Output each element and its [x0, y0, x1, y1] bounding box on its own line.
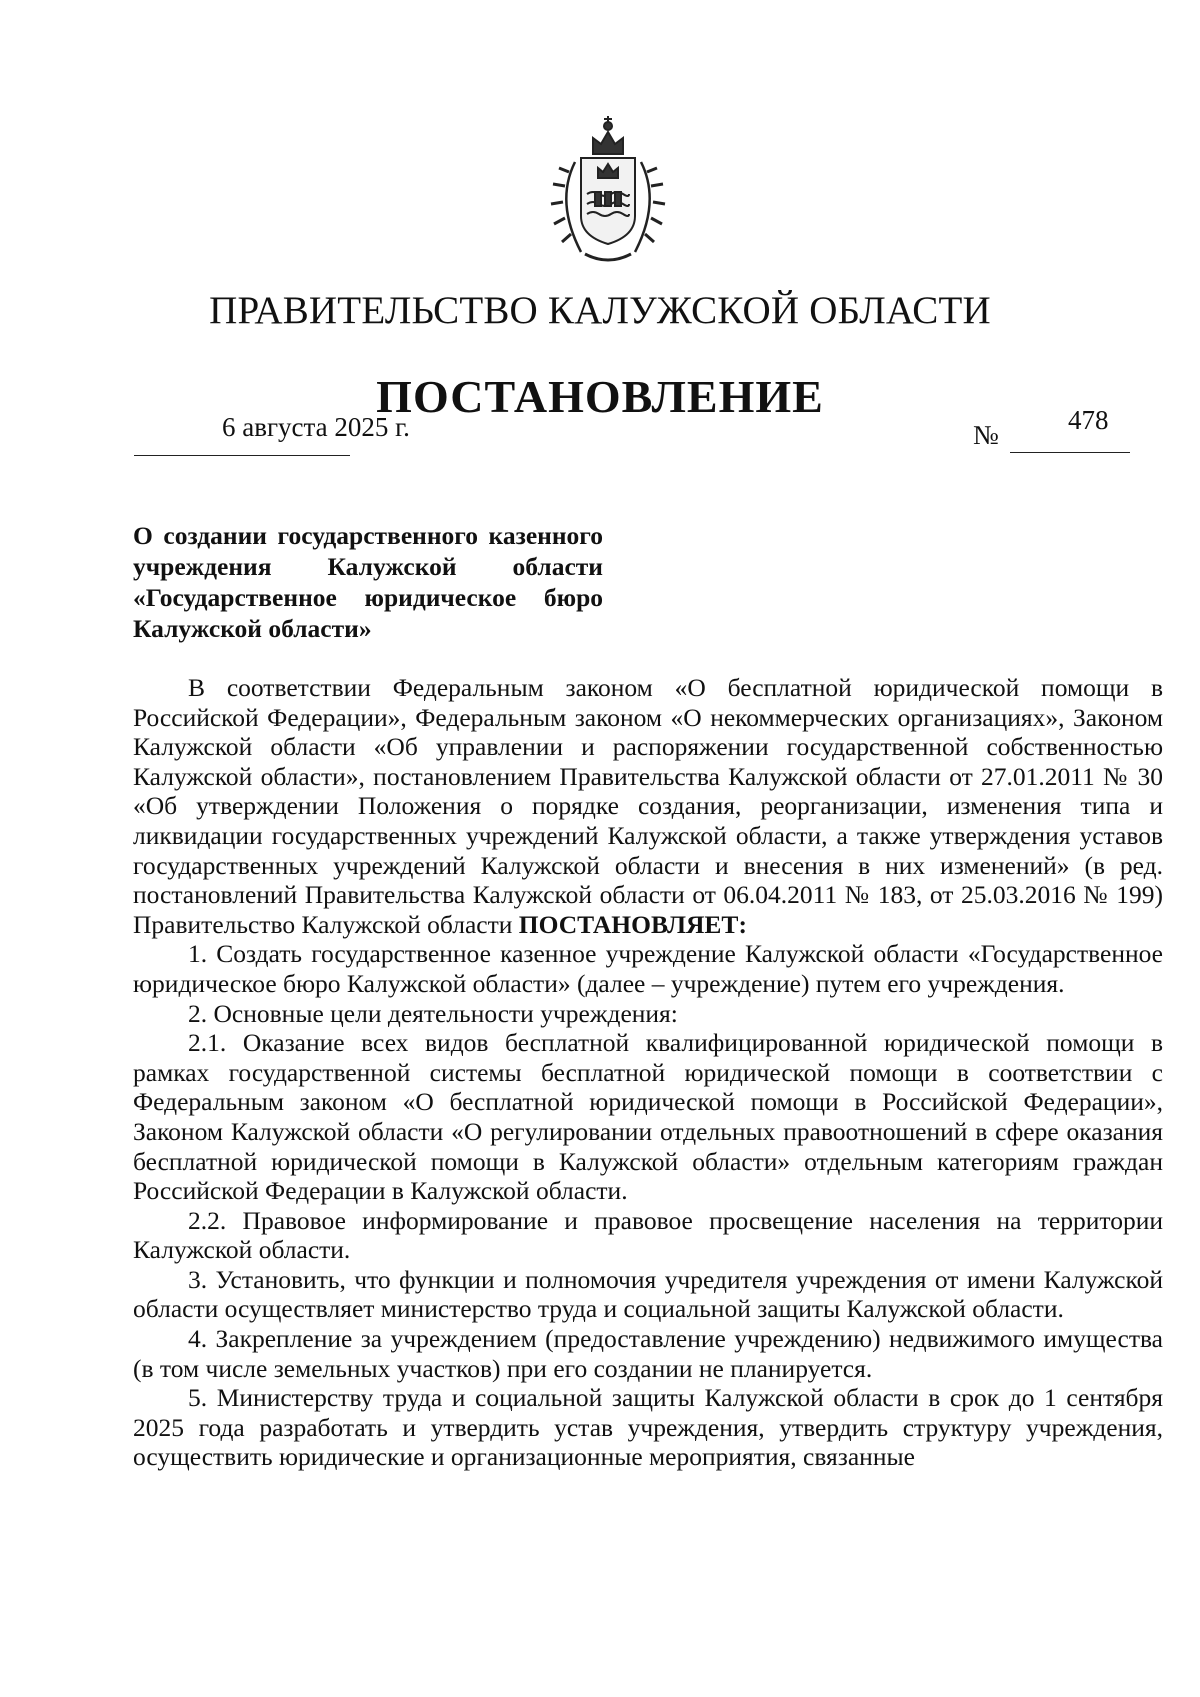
number-underline — [1010, 452, 1130, 453]
clause-1: 1. Создать государственное казенное учреждение Калужской области «Государственное юридическое бюро Калужской области» (далее – учреждение) путем его учреждения. — [133, 939, 1163, 998]
clause-2: 2. Основные цели деятельности учреждения: — [188, 998, 678, 1028]
document-date: 6 августа 2025 г. — [222, 412, 410, 442]
document-body — [133, 673, 1163, 1472]
clause-2-1: 2.1. Оказание всех видов бесплатной квалифицированной юридической помощи в рамках государственной системы бесплатной юридической помощи в соответствии с Федеральным законом «О бесплатной юридической помощи в Российской Федерации», Законом Калужской области «О регулировании отдельных правоотношений в сфере оказания бесплатной юридической помощи в Калужской области» отдельным категориям граждан Российской Федерации в Калужской области. — [133, 1028, 1163, 1206]
coat-of-arms-icon — [541, 112, 675, 268]
date-underline — [134, 455, 350, 456]
clause-4: 4. Закрепление за учреждением (предоставление учреждению) недвижимого имущества (в том числе земельных участков) при его создании не планируется. — [133, 1324, 1163, 1383]
preamble-text: В соответствии Федеральным законом «О бесплатной юридической помощи в Российской Федерации», Федеральным законом «О некоммерческих организациях», Законом Калужской области «Об управлении и распоряжении государственной собственностью Калужской области», постановлением Правительства Калужской области от 27.01.2011 № 30 «Об утверждении Положения о порядке создания, реорганизации, изменения типа и ликвидации государственных учреждений Калужской области, а также утверждения уставов государственных учреждений Калужской области и внесения в них изменений» (в ред. постановлений Правительства Калужской области от 06.04.2011 № 183, от 25.03.2016 № 199) Правительство Калужской области — [133, 673, 1163, 939]
document-type-title: ПОСТАНОВЛЕНИЕ — [376, 371, 824, 422]
document-number: 478 — [1068, 405, 1109, 435]
clause-2-2: 2.2. Правовое информирование и правовое просвещение населения на территории Калужской области. — [133, 1205, 1163, 1265]
organization-title: ПРАВИТЕЛЬСТВО КАЛУЖСКОЙ ОБЛАСТИ — [209, 289, 991, 332]
clause-3: 3. Установить, что функции и полномочия учредителя учреждения от имени Калужской области осуществляет министерство труда и социальной защиты Калужской области. — [133, 1264, 1163, 1324]
clause-5: 5. Министерству труда и социальной защиты Калужской области в срок до 1 сентября 2025 года разработать и утвердить устав учреждения, утвердить структуру учреждения, осуществить юридические и организационные мероприятия, связанные — [133, 1383, 1163, 1472]
decree-word: ПОСТАНОВЛЯЕТ: — [518, 909, 747, 939]
document-number-label: № — [973, 420, 999, 450]
document-subject: О создании государственного казенного учреждения Калужской области «Государственное юридическое бюро Калужской области» — [133, 521, 603, 643]
preamble-paragraph — [133, 673, 1163, 939]
